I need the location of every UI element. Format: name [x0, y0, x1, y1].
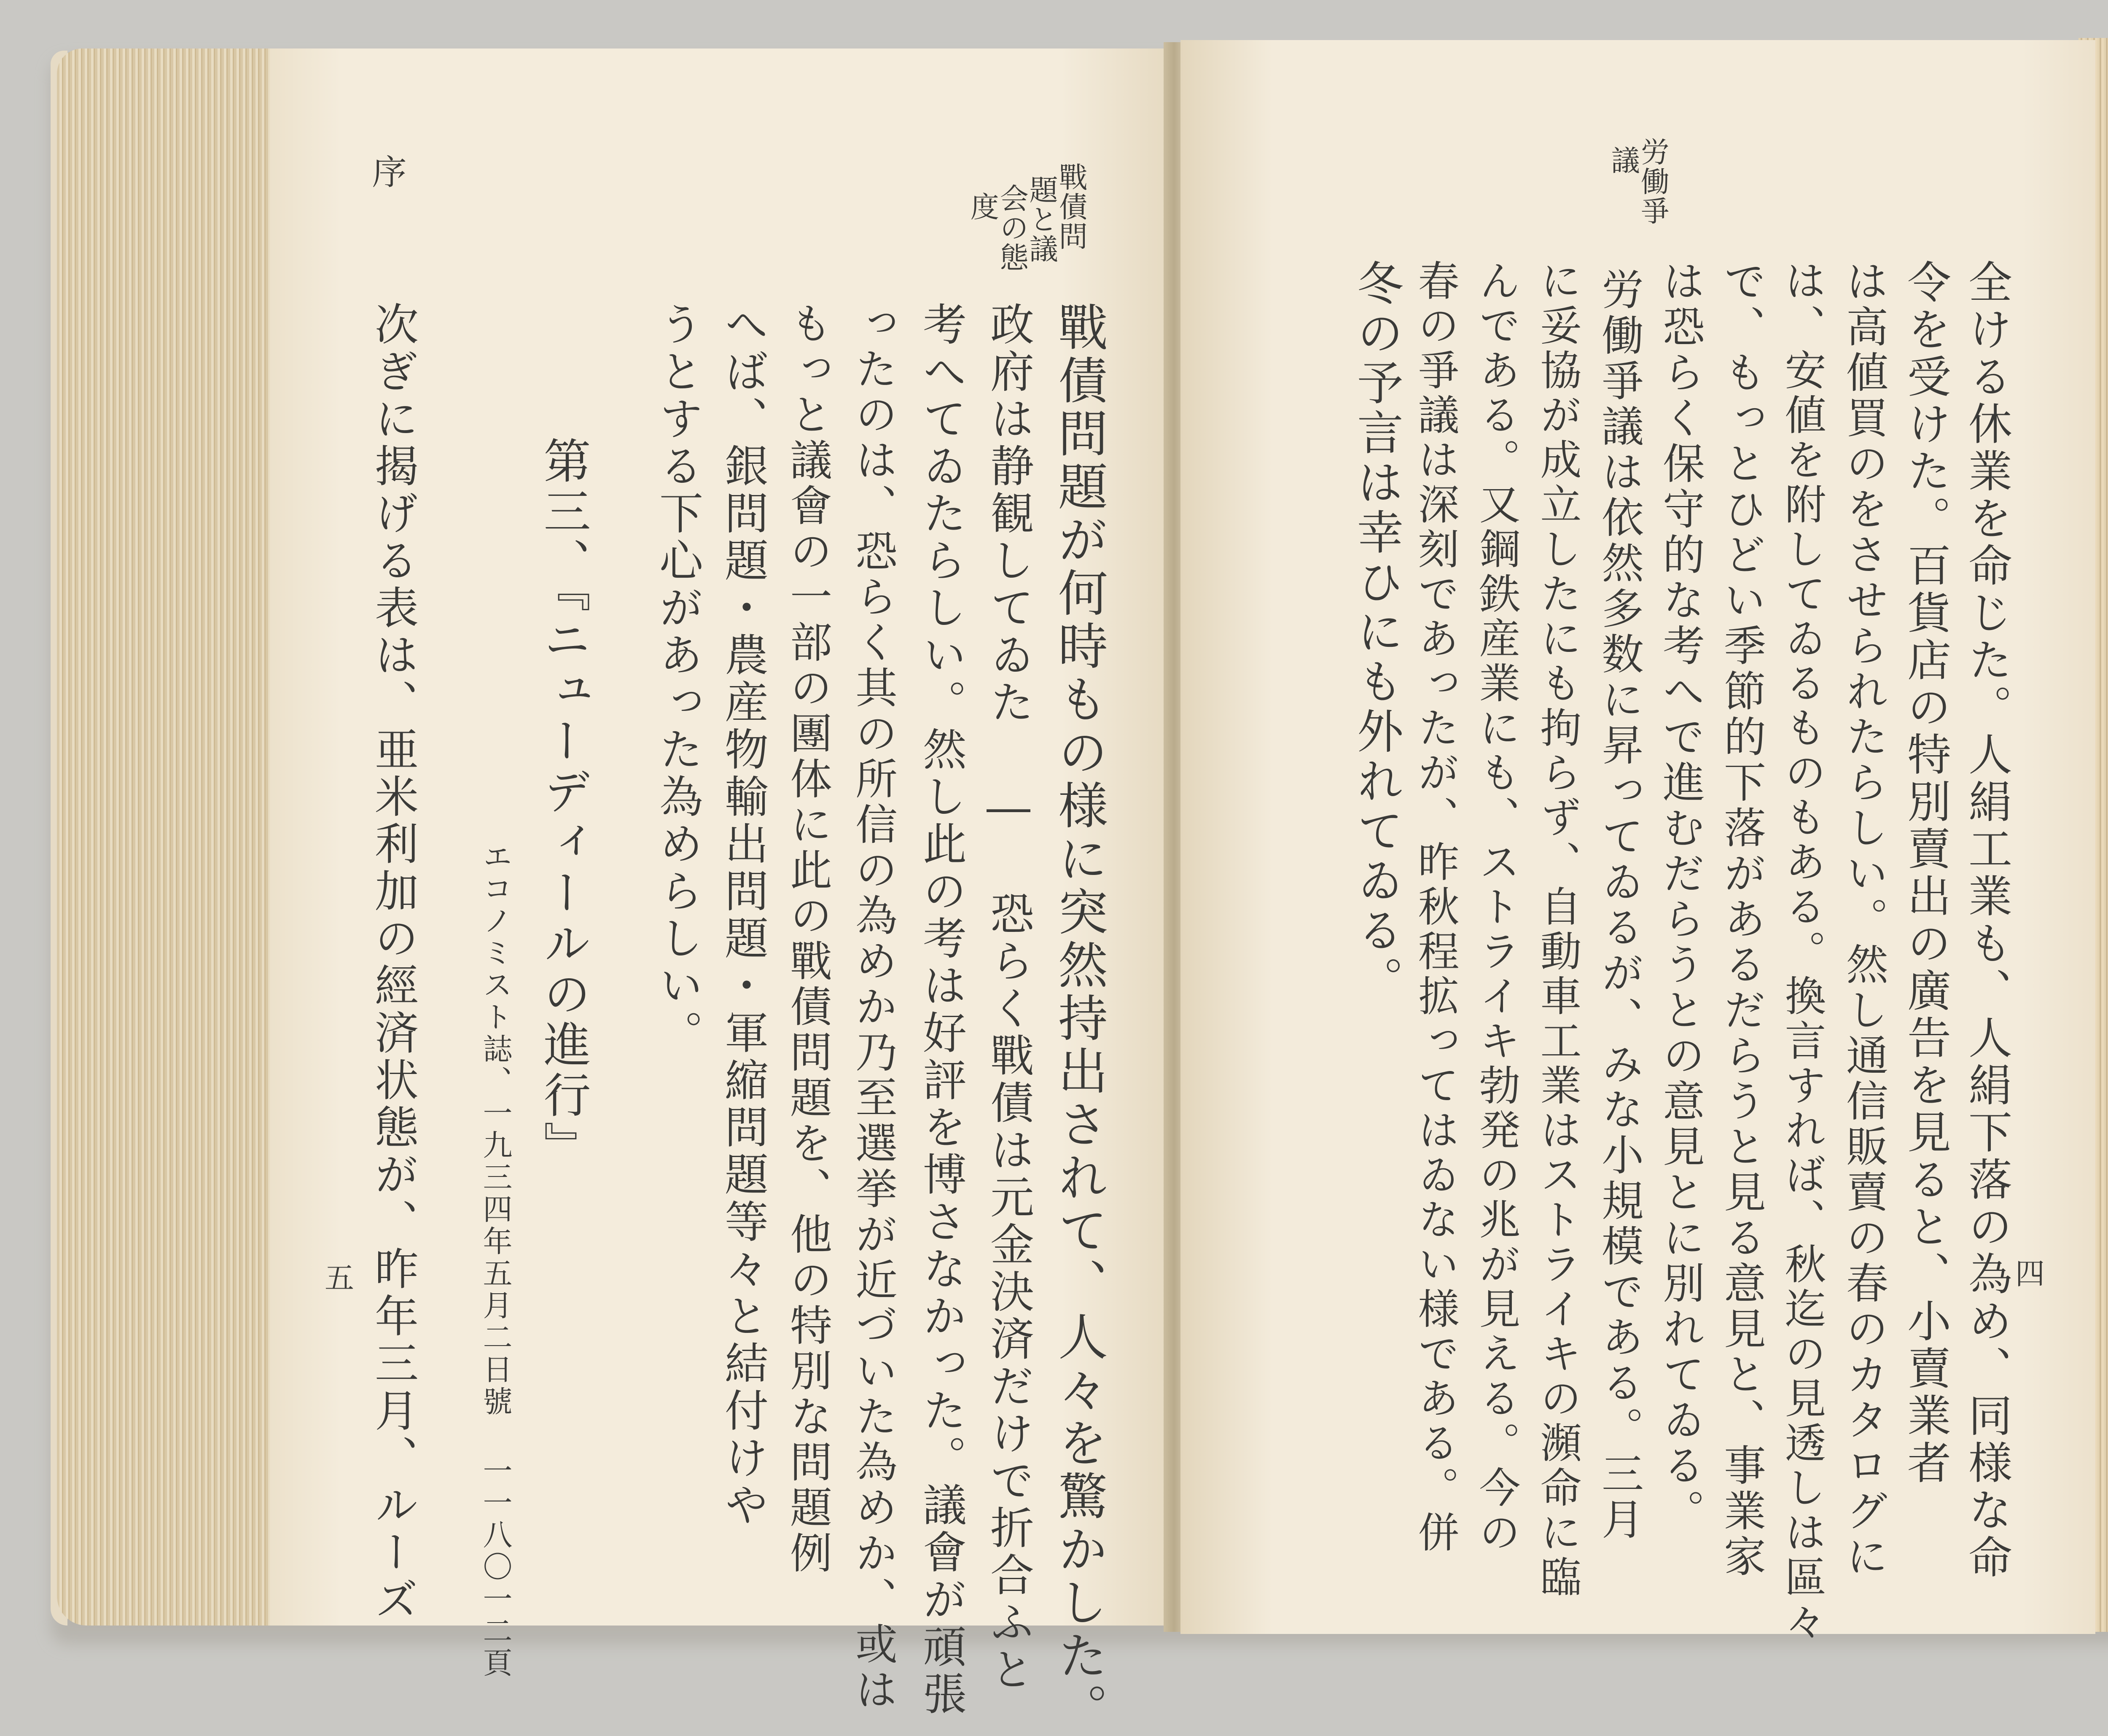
text-column: んである。又鋼鉄産業にも、ストライキ勃発の兆が見える。今の [1472, 259, 1520, 1556]
text-column: に妥協が成立したにも拘らず、自動車工業はストライキの瀕命に臨 [1533, 259, 1581, 1600]
left-page-block-edge [57, 48, 276, 1626]
text-column: 冬の予言は幸ひにも外れてゐる。 [1350, 259, 1404, 1006]
text-column: は高値買のをさせられたらしい。然し通信販賣の春のカタログに [1839, 259, 1888, 1580]
text-column: 春の爭議は深刻であったが、昨秋程拡ってはゐない様である。併 [1411, 259, 1459, 1556]
text-column: 令を受けた。百貨店の特別賣出の廣告を見ると、小賣業者 [1900, 259, 1951, 1487]
text-column: もっと議會の一部の團体に此の戰債問題を、他の特別な問題例 [783, 301, 832, 1577]
running-head: 序 [366, 154, 406, 191]
text-column: 戰債問題が何時もの様に突然持出されて、人々を驚かした。 [1050, 301, 1108, 1736]
text-column: ったのは、恐らく其の所信の為めか乃至選挙が近づいた為めか、或は [848, 301, 898, 1713]
text-column: で、もっとひどい季節的下落があるだらうと見る意見と、事業家 [1717, 259, 1766, 1580]
left-page: 序 戰債問 題と議 会の態 度 戰債問題が何時もの様に突然持出されて、人々を驚かした。 政府は静観してゐた ― 恐らく戰債は元金決済だけで折合ふと 考へてゐたらしい。然し此の考は好評を博さなかった。議會が頑張 ったのは、恐らく其の所信の為めか乃至選挙が近づいた為めか、或は もっと議會の一部の團体に此の戰債問題を、他の特別な問題例 へば、銀問題・農産物輸出問題・軍縮問題等々と結付けや うとする下心があった為めらしい。 第三、『ニューディールの進行』 エコノミスト誌、一九三四年五月二日號 一一八〇一二頁 次ぎに揭げる表は、亜米利加の經済状態が、昨年三月、ルーズ 五 [270, 48, 1168, 1626]
text-column: は、安値を附してゐるものもある。換言すれば、秋迄の見透しは區々 [1778, 259, 1826, 1645]
citation: エコノミスト誌、一九三四年五月二日號 一一八〇一二頁 [478, 841, 513, 1679]
right-page: 労働爭 議 全ける休業を命じた。人絹工業も、人絹下落の為め、同様な命 令を受けた。百貨店の特別賣出の廣告を見ると、小賣業者 は高値買のをさせられたらしい。然し通信販賣の春のカタログに は、安値を附してゐるものもある。換言すれば、秋迄の見透しは區々 で、もっとひどい季節的下落があるだらうと見る意見と、事業家 は恐らく保守的な考へで進むだらうとの意見とに別れてゐる。 労働爭議は依然多数に昇ってゐるが、みな小規模である。三月 に妥協が成立したにも拘らず、自動車工業はストライキの瀕命に臨 んである。又鋼鉄産業にも、ストライキ勃発の兆が見える。今の 春の爭議は深刻であったが、昨秋程拡ってはゐない様である。併 冬の予言は幸ひにも外れてゐる。 四 [1180, 40, 2095, 1634]
section-heading: 第三、『ニューディールの進行』 [536, 436, 591, 1172]
page-number: 五 [325, 1261, 354, 1295]
text-column: 全ける休業を命じた。人絹工業も、人絹下落の為め、同様な命 [1961, 259, 2012, 1582]
text-column: へば、銀問題・農産物輸出問題・軍縮問題等々と結付けや [717, 301, 769, 1529]
text-column: 考へてゐたらしい。然し此の考は好評を博さなかった。議會が頑張 [915, 301, 967, 1718]
page-number: 四 [2015, 1257, 2045, 1291]
text-column: うとする下心があった為めらしい。 [652, 301, 703, 1057]
text-column: 政府は静観してゐた ― 恐らく戰債は元金決済だけで折合ふと [983, 301, 1034, 1694]
text-column: は恐らく保守的な考へで進むだらうとの意見とに別れてゐる。 [1656, 259, 1705, 1534]
text-column: 次ぎに揭げる表は、亜米利加の經済状態が、昨年三月、ルーズ [367, 301, 419, 1624]
text-column: 労働爭議は依然多数に昇ってゐるが、みな小規模である。三月 [1594, 268, 1644, 1543]
